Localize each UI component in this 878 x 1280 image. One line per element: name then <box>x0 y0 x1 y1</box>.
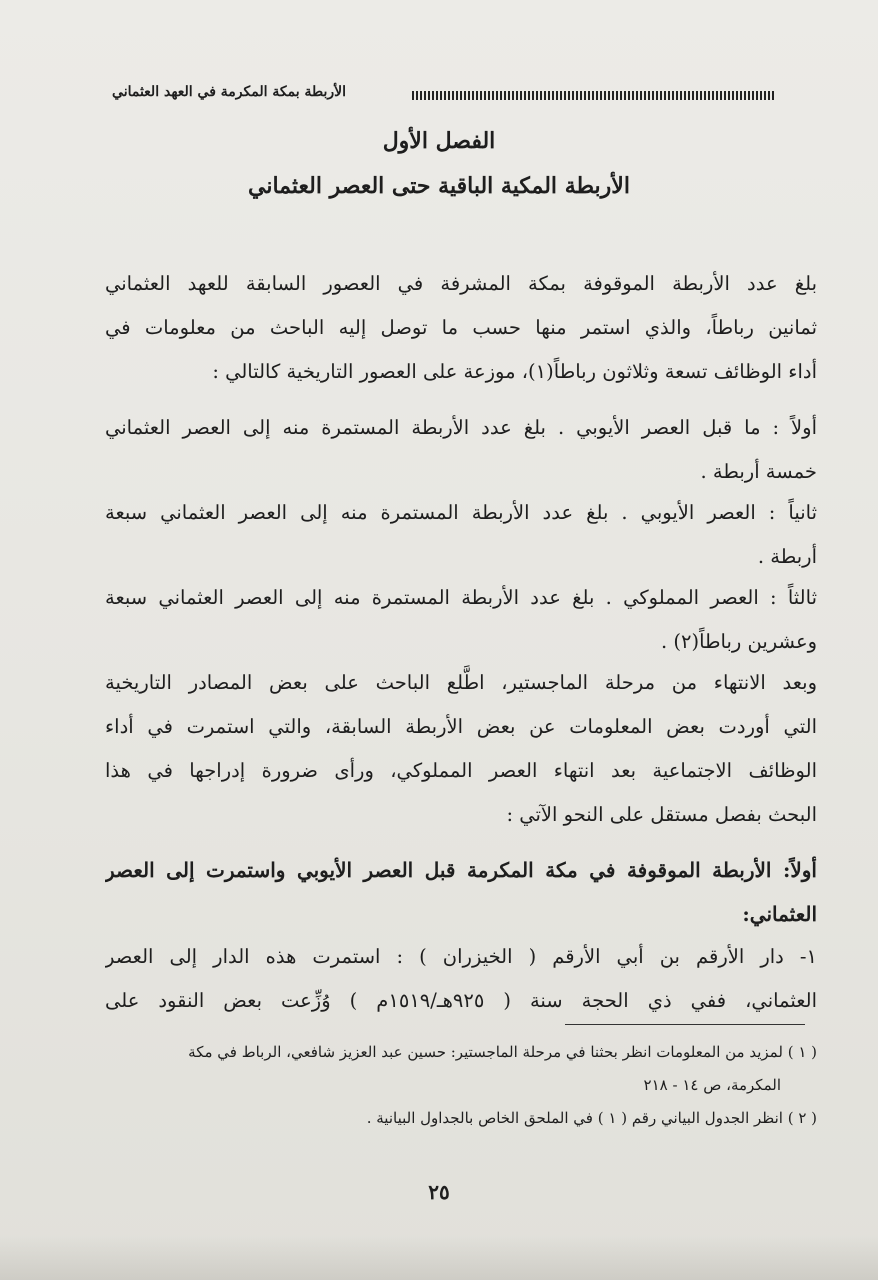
section-heading <box>105 848 817 936</box>
footnote-1-continued: المكرمة، ص ١٤ - ٢١٨ <box>643 1076 781 1094</box>
text-line: وعشرين رباطاً(٢) . <box>660 630 817 653</box>
text-line: أولاً: الأربطة الموقوفة في مكة المكرمة قبل العصر الأيوبي واستمرت إلى العصر <box>105 858 817 882</box>
paragraph-dar-al-arqam <box>105 935 817 1023</box>
text-line: البحث بفصل مستقل على النحو الآتي : <box>506 803 817 826</box>
text-line: بلغ عدد الأربطة الموقوفة بمكة المشرفة في العصور السابقة للعهد العثماني <box>105 272 817 295</box>
text-line: خمسة أربطة . <box>700 460 817 483</box>
footnotes <box>105 1036 817 1135</box>
paragraph-intro <box>105 262 817 394</box>
text-line: أولاً : ما قبل العصر الأيوبي . بلغ عدد الأربطة المستمرة منه إلى العصر العثماني <box>105 416 817 439</box>
header-ornament-rule <box>412 91 774 100</box>
paragraph-first-era <box>105 406 817 494</box>
text-line: العثماني، ففي ذي الحجة سنة ( ٩٢٥هـ/١٥١٩م ) وُزِّعت بعض النقود على <box>105 989 817 1012</box>
text-line: ثمانين رباطاً، والذي استمر منها حسب ما توصل إليه الباحث من معلومات في <box>105 316 817 339</box>
text-line: الوظائف الاجتماعية بعد انتهاء العصر المملوكي، ورأى ضرورة إدراجها في هذا <box>105 759 817 782</box>
paragraph-third-era <box>105 576 817 664</box>
chapter-label: الفصل الأول <box>382 128 496 154</box>
text-line: العثماني: <box>742 902 817 926</box>
text-line: ثالثاً : العصر المملوكي . بلغ عدد الأربطة المستمرة منه إلى العصر العثماني سبعة <box>105 586 817 609</box>
running-header-title: الأربطة بمكة المكرمة في العهد العثماني <box>112 84 346 100</box>
text-line: التي أوردت بعض المعلومات عن بعض الأربطة السابقة، والتي استمرت في أداء <box>105 715 817 738</box>
footnote-2: ( ٢ ) انظر الجدول البياني رقم ( ١ ) في الملحق الخاص بالجداول البيانية . <box>366 1109 817 1127</box>
text-line: ثانياً : العصر الأيوبي . بلغ عدد الأربطة المستمرة منه إلى العصر العثماني سبعة <box>105 501 817 524</box>
text-line: ١- دار الأرقم بن أبي الأرقم ( الخيزران ) : استمرت هذه الدار إلى العصر <box>105 945 817 968</box>
text-line: أربطة . <box>757 545 817 568</box>
paragraph-second-era <box>105 491 817 579</box>
footnote-1: ( ١ ) لمزيد من المعلومات انظر بحثنا في مرحلة الماجستير: حسين عبد العزيز شافعي، الرباط في مكة <box>188 1043 817 1061</box>
text-line: وبعد الانتهاء من مرحلة الماجستير، اطَّلع الباحث على بعض المصادر التاريخية <box>105 671 817 694</box>
paragraph-after-masters <box>105 661 817 837</box>
chapter-title: الأربطة المكية الباقية حتى العصر العثماني <box>248 173 630 199</box>
page-number: ٢٥ <box>428 1180 450 1204</box>
footnote-separator <box>565 1024 805 1025</box>
text-line: أداء الوظائف تسعة وثلاثون رباطاً(١)، موزعة على العصور التاريخية كالتالي : <box>212 360 817 383</box>
